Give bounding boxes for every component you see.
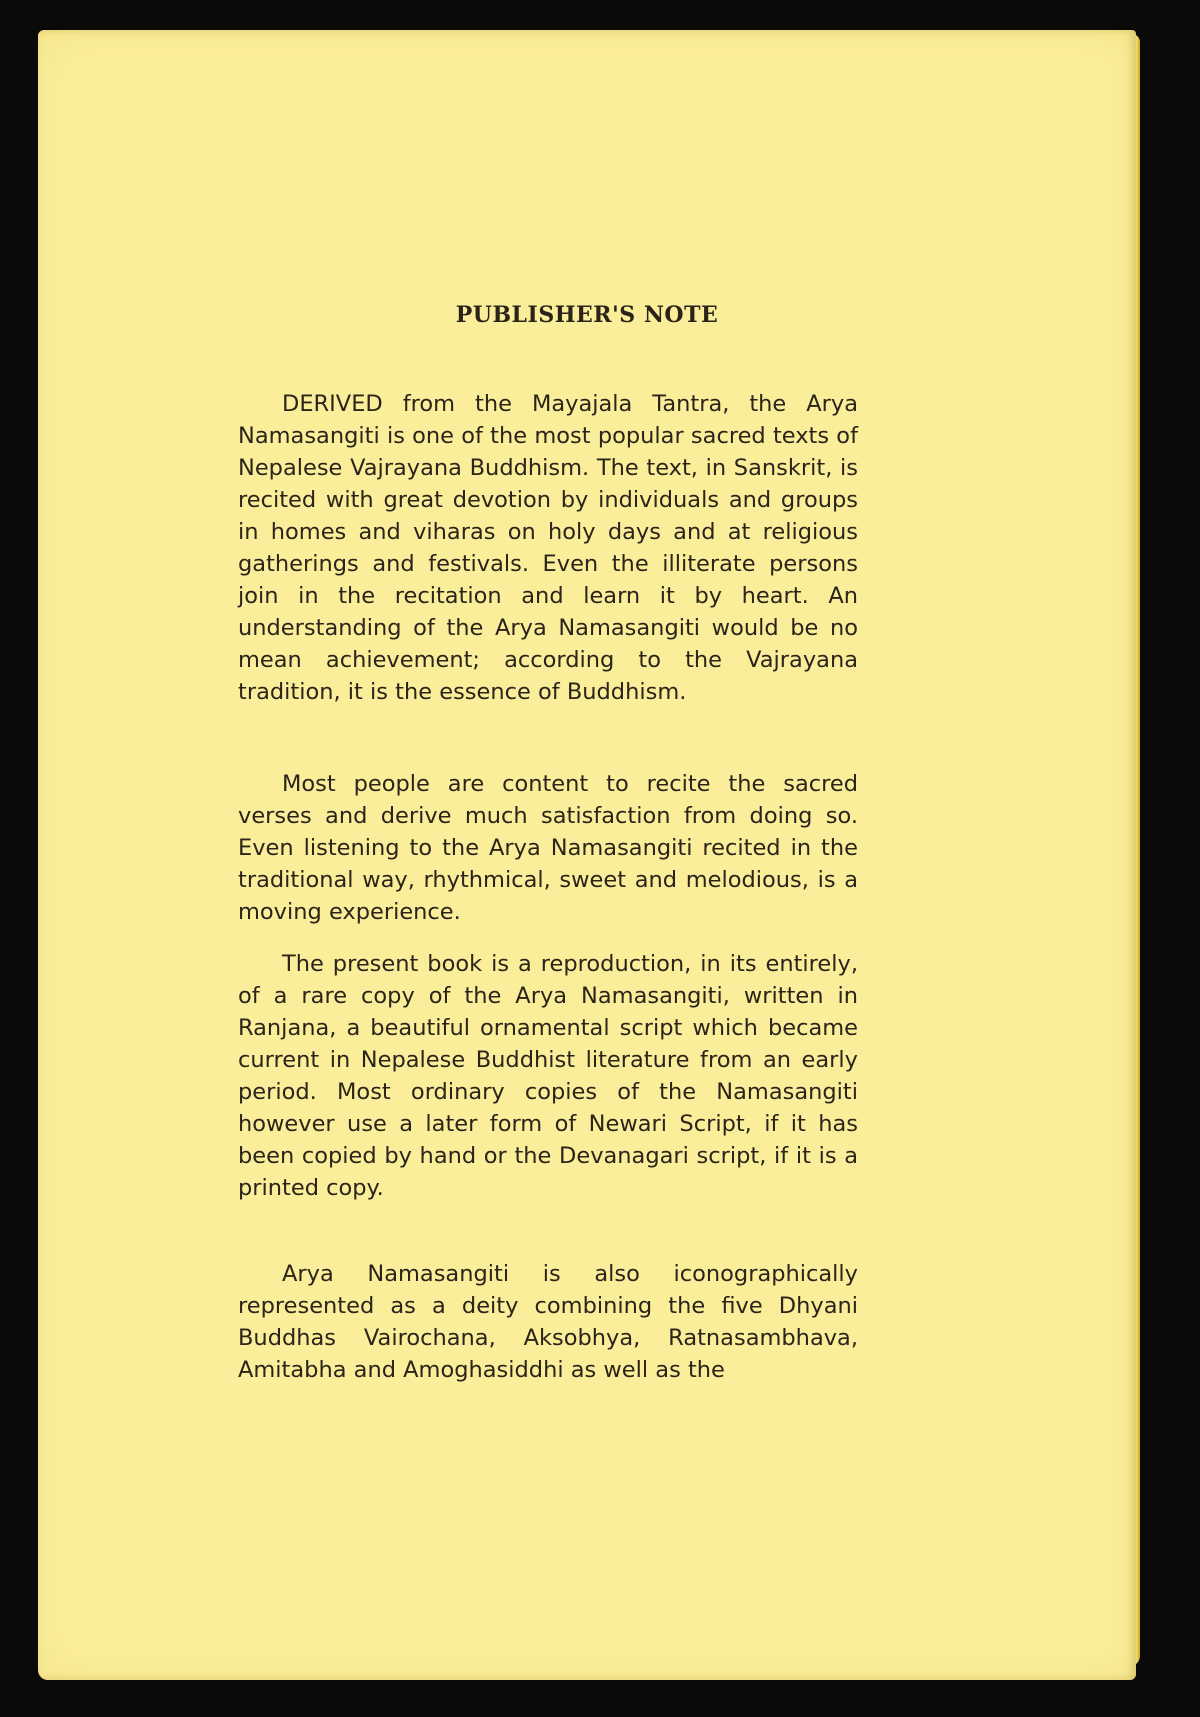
paragraph-1: DERIVED from the Mayajala Tantra, the Arya Namasangiti is one of the most popular sacred texts of Nepalese Vajrayana Buddhism. The text, in Sanskrit, is recited with great devotion by individuals and groups in homes and viharas on holy days and at religious gatherings and festivals. Even the illiterate persons join in the recitation and learn it by heart. An understanding of the Arya Namasangiti would be no mean achievement; according to the Vajrayana tradition, it is the essence of Buddhism. bbox=[238, 391, 858, 705]
document-page bbox=[38, 30, 1136, 1680]
paragraph-2: Most people are content to recite the sacred verses and derive much satisfaction from doing so. Even listening to the Arya Namasangiti recited in the traditional way, rhythmical, sweet and melodious, is a moving experience. bbox=[238, 771, 858, 925]
paragraph-4: Arya Namasangiti is also iconographically represented as a deity combining the five Dhyani Buddhas Vairochana, Aksobhya, Ratnasambhava, Amitabha and Amoghasiddhi as well as the bbox=[238, 1261, 858, 1383]
page-title: PUBLISHER'S NOTE bbox=[455, 302, 719, 328]
paragraph-3: The present book is a reproduction, in its entirely, of a rare copy of the Arya Namasangiti, written in Ranjana, a beautiful ornamental script which became current in Nepalese Buddhist literature from an early period. Most ordinary copies of the Namasangiti however use a later form of Newari Script, if it has been copied by hand or the Devanagari script, if it is a printed copy. bbox=[238, 951, 858, 1201]
